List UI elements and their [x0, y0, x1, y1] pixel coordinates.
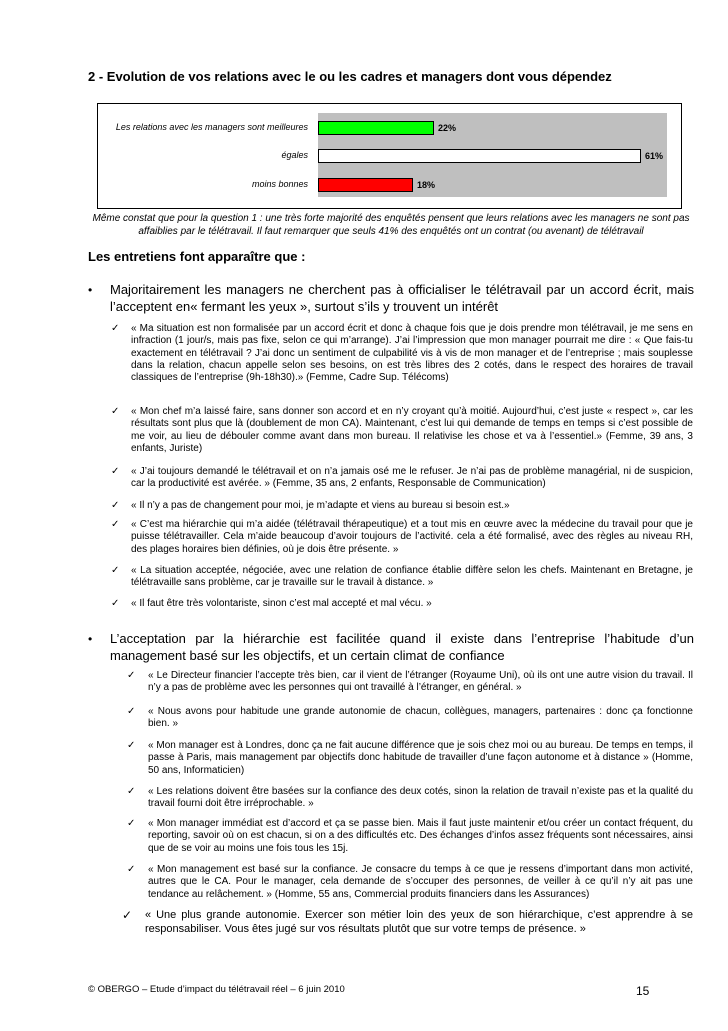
category-label: moins bonnes	[251, 179, 308, 189]
bar-value-label: 22%	[438, 123, 457, 133]
quote-text: « Mon manager immédiat est d’accord et ça se passe bien. Mais il faut juste maintenir et/ou créer un contact fréquent, du reporting, savoir où on est chacun, si on a des difficultés etc. Des échanges d’infos assez fréquents sont nécessaires, ainsi que de se voir au moins une fois tous les 15j.	[148, 818, 693, 854]
quote-text: « C’est ma hiérarchie qui m’a aidée (télétravail thérapeutique) et a tout mis en œuvre avec la médecine du travail pour que je puisse télétravailler. Cela m’aide beaucoup d’avoir toujours de l’activité. cela a été formalisé, avec des règles au niveau RH, des plages horaires bien définies, où je dois être présente. »	[131, 519, 693, 555]
footer-text: © OBERGO – Etude d’impact du télétravail réel – 6 juin 2010	[88, 984, 345, 995]
check-icon: ✓	[111, 598, 120, 609]
quote-text: « Il faut être très volontariste, sinon c’est mal accepté et mal vécu. »	[131, 598, 432, 609]
bar-1	[318, 149, 641, 163]
check-icon: ✓	[127, 706, 136, 717]
quote-text: « La situation acceptée, négociée, avec une relation de confiance établie diffère selon les chefs. Maintenant en Bretagne, je télétravaille sans problème, car je travaille sur le travail à distance. »	[131, 565, 693, 589]
quote-text: « Mon chef m’a laissé faire, sans donner son accord et en n’y croyant qu’à moitié. Aujourd’hui, c’est juste « respect », car les résultats sont plus que là (doublement de mon CA). Maintenant, c’est lui qui demande de temps en temps si c’est possible de me voir, au lieu de débouler comme avant dans mon bureau. Il relativise les chose et va à l’essentiel.» (Femme, 39 ans, 3 enfants, Juriste)	[131, 406, 693, 454]
bullet-marker: •	[88, 283, 93, 297]
interviews-heading: Les entretiens font apparaître que :	[88, 249, 306, 264]
quote-text: « Il n’y a pas de changement pour moi, je m’adapte et viens au bureau si besoin est.»	[131, 500, 510, 511]
check-icon: ✓	[111, 406, 120, 417]
check-icon: ✓	[111, 466, 120, 477]
quote-text: « Mon manager est à Londres, donc ça ne fait aucune différence que je sois chez moi ou au bureau. De temps en temps, il passe à Paris, mais management par objectifs donc habitude de travailler d’une façon autonome et à distance » (Homme, 50 ans, Informaticien)	[148, 740, 693, 776]
quote-text: « Les relations doivent être basées sur la confiance des deux cotés, sinon la relation de travail n’existe pas et la qualité du travail fourni doit être irréprochable. »	[148, 786, 693, 810]
bar-value-label: 61%	[645, 151, 664, 161]
quote-text: « Le Directeur financier l’accepte très bien, car il vient de l’étranger (Royaume Uni), où ils ont une autre vision du travail. Il n’y a pas de problème avec les personnes qui ont travaillé à l’étranger, en général. »	[148, 670, 693, 694]
quote-text: « Une plus grande autonomie. Exercer son métier loin des yeux de son hiérarchique, c’est apprendre à se responsabiliser. Vous êtes jugé sur vos résultats plutôt que sur votre temps de présence. »	[145, 909, 693, 935]
check-icon: ✓	[111, 565, 120, 576]
check-icon: ✓	[122, 908, 133, 922]
bullet-text: Majoritairement les managers ne cherchent pas à officialiser le télétravail par un accord écrit, mais l’acceptent en« fermant les yeux », surtout s’ils y trouvent un intérêt	[110, 282, 694, 314]
quote-text: « Ma situation est non formalisée par un accord écrit et donc à chaque fois que je dois prendre mon télétravail, je me sens en infraction (1 jour/s, mais pas fixe, selon ce qui m’arrange). J’ai l’impression que mon manager pourrait me dire : « Que fais-tu exactement en télétravail ? J’ai donc un sentiment de culpabilité vis à vis de mon manager et de l’entreprise ; mais souplesse dans la relation, chacun appelle selon ses besoins, on est très libres des 2 cotés, dans le respect des horaires de travail classiques de l’entreprise (9h-18h30).» (Femme, Cadre Sup. Télécoms)	[131, 323, 693, 384]
check-icon: ✓	[111, 500, 120, 511]
bar-0	[318, 121, 434, 135]
bullet-marker: •	[88, 632, 93, 646]
bar-value-label: 18%	[417, 180, 436, 190]
check-icon: ✓	[127, 818, 136, 829]
page-number: 15	[636, 984, 650, 998]
check-icon: ✓	[111, 323, 120, 334]
check-icon: ✓	[111, 519, 120, 530]
check-icon: ✓	[127, 740, 136, 751]
category-label: Les relations avec les managers sont meilleures	[115, 122, 308, 132]
quote-text: « Mon management est basé sur la confiance. Je consacre du temps à ce que je ressens d’important dans mon activité, autres que le CA. Pour le manager, cela demande de s’occuper des personnes, de veiller à ce qu’il n’y ait pas une tendance au relâchement. » (Homme, 55 ans, Commercial produits financiers dans les Assurances)	[148, 864, 693, 900]
chart-caption: Même constat que pour la question 1 : une très forte majorité des enquêtés pensent que leurs relations avec les managers ne sont pas affaiblies par le télétravail. Il faut remarquer que seuls 41% des enquêtés ont un contrat (ou avenant) de télétravail	[92, 213, 690, 237]
quote-text: « J’ai toujours demandé le télétravail et on n’a jamais osé me le refuser. Je n’ai pas de problème managérial, ni de suspicion, car la productivité est avérée. » (Femme, 35 ans, 2 enfants, Responsable de Communication)	[131, 466, 693, 490]
check-icon: ✓	[127, 786, 136, 797]
section-title: 2 - Evolution de vos relations avec le ou les cadres et managers dont vous dépendez	[88, 69, 612, 84]
quote-text: « Nous avons pour habitude une grande autonomie de chacun, collègues, managers, partenaires : donc ça fonctionne bien. »	[148, 706, 693, 730]
check-icon: ✓	[127, 864, 136, 875]
bullet-text: L’acceptation par la hiérarchie est facilitée quand il existe dans l’entreprise l’habitude d’un management basé sur les objectifs, et un certain climat de confiance	[110, 631, 694, 663]
bar-2	[318, 178, 413, 192]
category-label: égales	[281, 150, 308, 160]
check-icon: ✓	[127, 670, 136, 681]
